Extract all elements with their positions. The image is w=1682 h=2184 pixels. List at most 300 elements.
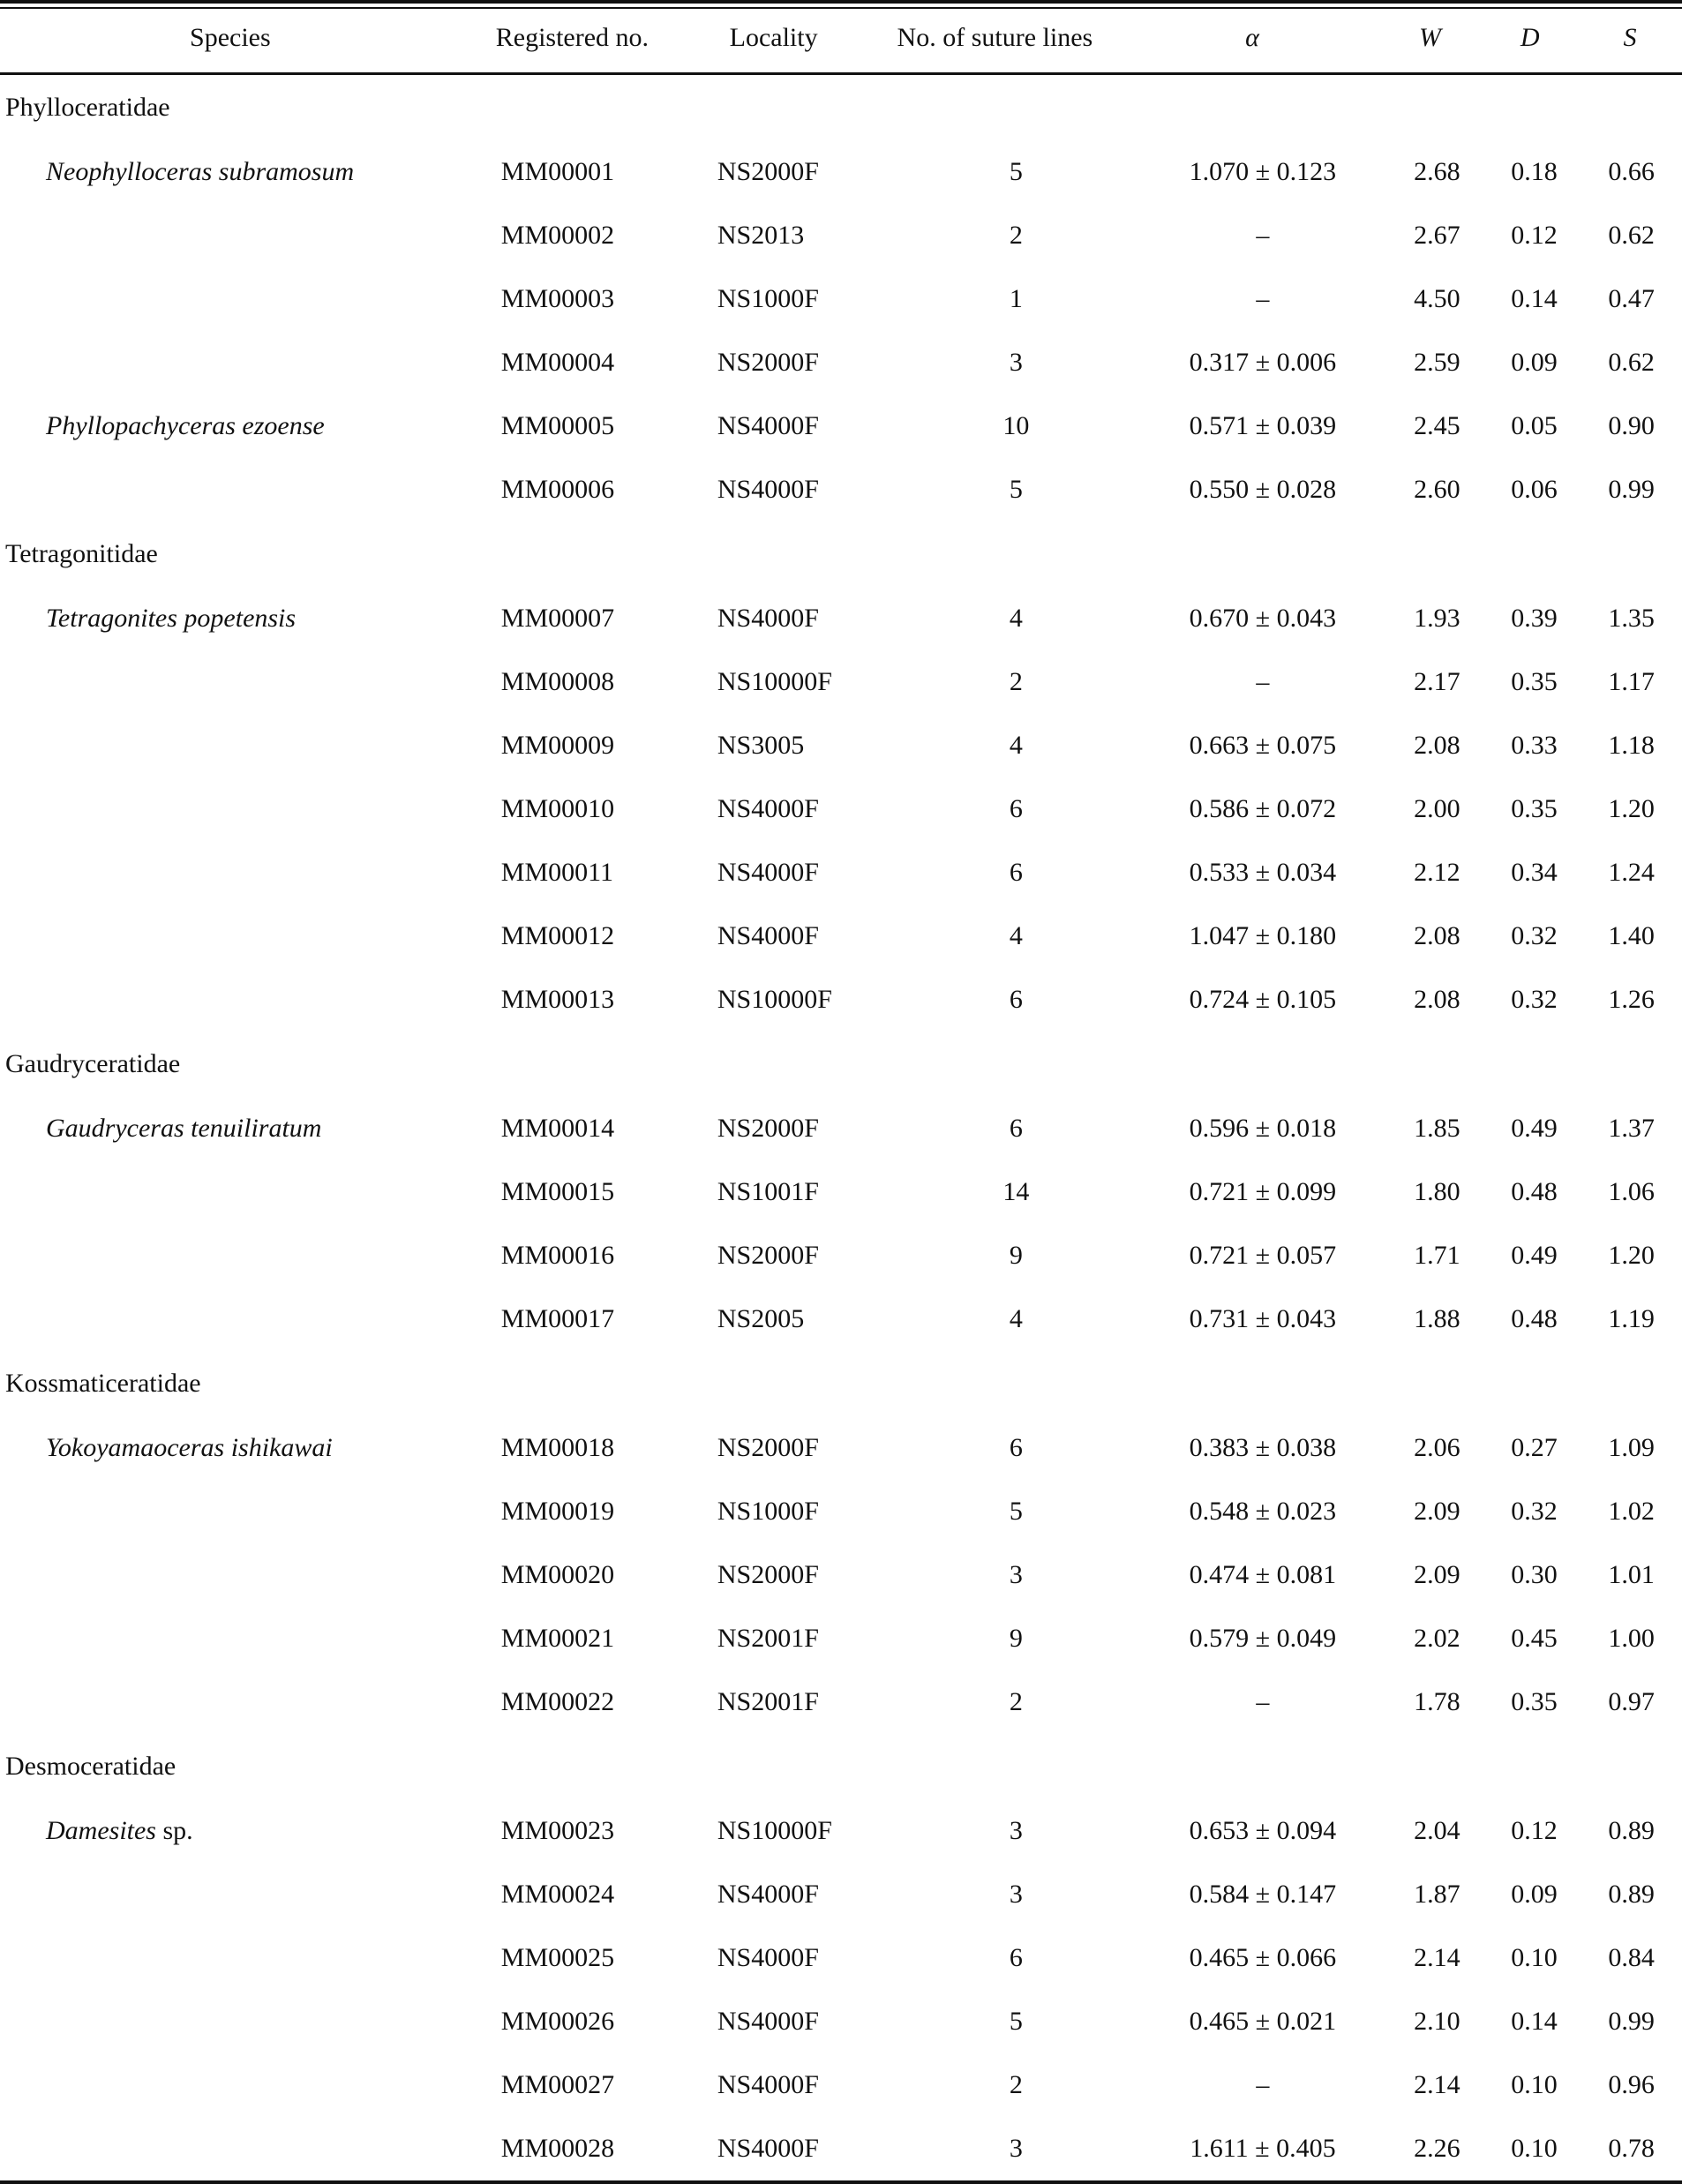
alpha-cell: 0.465 ± 0.021	[1189, 2007, 1337, 2036]
alpha-cell: 0.579 ± 0.049	[1189, 1624, 1337, 1653]
species-name	[0, 2053, 501, 2117]
d-cell: 0.49	[1511, 1114, 1558, 1143]
registered-no-cell: MM00012	[500, 921, 615, 950]
family-name: Gaudryceratidae	[5, 1049, 181, 1078]
registered-no-cell: MM00011	[500, 858, 614, 887]
table-body	[0, 75, 1682, 2180]
alpha-cell: 0.663 ± 0.075	[1189, 731, 1337, 760]
empty-cell	[893, 75, 1139, 140]
s-cell: 1.37	[1608, 1114, 1655, 1143]
locality-cell: NS4000F	[717, 794, 819, 823]
empty-cell	[1139, 522, 1386, 587]
w-cell: 2.08	[1414, 921, 1460, 950]
w-cell: 2.00	[1414, 794, 1460, 823]
table-row	[0, 1287, 1682, 1351]
table-row	[0, 1863, 1682, 1926]
d-cell: 0.09	[1511, 1880, 1558, 1909]
w-cell: 2.14	[1414, 1943, 1460, 1972]
locality-cell: NS2013	[717, 221, 805, 250]
species-name	[0, 968, 501, 1032]
species-name	[0, 1224, 501, 1287]
table-row	[0, 904, 1682, 968]
w-cell: 2.09	[1414, 1560, 1460, 1589]
empty-cell	[1139, 75, 1386, 140]
empty-cell	[1581, 522, 1682, 587]
s-cell: 0.90	[1608, 411, 1655, 440]
w-cell: 2.14	[1414, 2070, 1460, 2099]
registered-no-cell: MM00001	[500, 157, 615, 186]
empty-cell	[1581, 75, 1682, 140]
alpha-cell: 0.721 ± 0.099	[1189, 1177, 1337, 1206]
table-row	[0, 1670, 1682, 1734]
species-name	[0, 1480, 501, 1543]
table-row	[0, 331, 1682, 394]
species-name	[0, 777, 501, 841]
alpha-cell: 0.548 ± 0.023	[1189, 1497, 1337, 1526]
empty-cell	[1488, 75, 1581, 140]
suture-lines-cell: 4	[1009, 731, 1023, 760]
s-cell: 0.89	[1608, 1880, 1655, 1909]
species-binomial: Phyllopachyceras ezoense	[46, 411, 325, 440]
w-cell: 1.85	[1414, 1114, 1460, 1143]
species-name	[0, 331, 501, 394]
s-cell: 1.24	[1608, 858, 1655, 887]
suture-lines-cell: 2	[1009, 1687, 1023, 1716]
suture-lines-cell: 5	[1009, 157, 1023, 186]
species-name	[0, 458, 501, 522]
d-cell: 0.33	[1511, 731, 1558, 760]
table-row	[0, 1799, 1682, 1863]
table-row	[0, 777, 1682, 841]
suture-lines-cell: 9	[1009, 1624, 1023, 1653]
species-name	[0, 1799, 501, 1863]
table-header	[0, 9, 1682, 72]
species-name	[0, 650, 501, 714]
s-cell: 0.47	[1608, 284, 1655, 313]
family-name: Desmoceratidae	[5, 1752, 176, 1781]
locality-cell: NS4000F	[717, 411, 819, 440]
empty-cell	[1581, 1032, 1682, 1097]
empty-cell	[501, 75, 717, 140]
table-row	[0, 1160, 1682, 1224]
alpha-cell: 1.070 ± 0.123	[1189, 157, 1337, 186]
empty-cell	[1488, 1351, 1581, 1416]
registered-no-cell: MM00006	[500, 475, 615, 504]
locality-cell: NS2001F	[717, 1687, 819, 1716]
table-row	[0, 1416, 1682, 1480]
empty-cell	[501, 1734, 717, 1799]
family-group-row	[0, 1032, 1682, 1097]
registered-no-cell: MM00002	[500, 221, 615, 250]
d-cell: 0.45	[1511, 1624, 1558, 1653]
d-cell: 0.09	[1511, 348, 1558, 377]
suture-lines-cell: 4	[1009, 604, 1023, 633]
w-cell: 1.78	[1414, 1687, 1460, 1716]
table-row	[0, 1990, 1682, 2053]
registered-no-cell: MM00018	[500, 1433, 615, 1462]
d-cell: 0.27	[1511, 1433, 1558, 1462]
alpha-cell: –	[1256, 667, 1270, 696]
species-suffix: sp.	[155, 1816, 193, 1845]
locality-cell: NS4000F	[717, 921, 819, 950]
d-cell: 0.48	[1511, 1304, 1558, 1333]
table-row	[0, 1926, 1682, 1990]
locality-cell: NS2000F	[717, 1560, 819, 1589]
table-row	[0, 587, 1682, 650]
alpha-cell: 0.670 ± 0.043	[1189, 604, 1337, 633]
species-name	[0, 904, 501, 968]
locality-cell: NS4000F	[717, 1943, 819, 1972]
registered-no-cell: MM00004	[500, 348, 615, 377]
registered-no-cell: MM00025	[500, 1943, 615, 1972]
alpha-cell: 1.047 ± 0.180	[1189, 921, 1337, 950]
locality-cell: NS4000F	[717, 1880, 819, 1909]
alpha-cell: –	[1256, 2070, 1270, 2099]
locality-cell: NS4000F	[717, 475, 819, 504]
alpha-cell: 0.571 ± 0.039	[1189, 411, 1337, 440]
s-cell: 1.00	[1608, 1624, 1655, 1653]
w-cell: 2.59	[1414, 348, 1460, 377]
alpha-cell: 0.465 ± 0.066	[1189, 1943, 1337, 1972]
species-name	[0, 204, 501, 267]
d-cell: 0.32	[1511, 921, 1558, 950]
table-row	[0, 1097, 1682, 1160]
column-header-locality: Locality	[729, 23, 818, 52]
registered-no-cell: MM00009	[500, 731, 615, 760]
locality-cell: NS4000F	[717, 2007, 819, 2036]
suture-lines-cell: 3	[1009, 1816, 1023, 1845]
table-row	[0, 267, 1682, 331]
suture-lines-cell: 6	[1009, 1114, 1023, 1143]
alpha-cell: 0.721 ± 0.057	[1189, 1241, 1337, 1270]
species-name	[0, 1607, 501, 1670]
registered-no-cell: MM00022	[500, 1687, 615, 1716]
w-cell: 2.17	[1414, 667, 1460, 696]
alpha-cell: 0.724 ± 0.105	[1189, 985, 1337, 1014]
registered-no-cell: MM00007	[500, 604, 615, 633]
suture-lines-cell: 1	[1009, 284, 1023, 313]
w-cell: 2.12	[1414, 858, 1460, 887]
species-binomial: Damesites	[46, 1816, 156, 1845]
empty-cell	[501, 1351, 717, 1416]
w-cell: 2.04	[1414, 1816, 1460, 1845]
column-header-d: D	[1520, 23, 1540, 52]
family-group-row	[0, 522, 1682, 587]
suture-lines-cell: 6	[1009, 985, 1023, 1014]
species-name	[0, 1287, 501, 1351]
empty-cell	[1386, 522, 1488, 587]
empty-cell	[1386, 75, 1488, 140]
alpha-cell: 0.533 ± 0.034	[1189, 858, 1337, 887]
registered-no-cell: MM00005	[500, 411, 615, 440]
table-row	[0, 458, 1682, 522]
d-cell: 0.10	[1511, 2134, 1558, 2163]
alpha-cell: 0.596 ± 0.018	[1189, 1114, 1337, 1143]
table-row	[0, 2053, 1682, 2117]
registered-no-cell: MM00021	[500, 1624, 615, 1653]
w-cell: 2.26	[1414, 2134, 1460, 2163]
table-bottom-rule	[0, 2180, 1682, 2184]
column-header-s: S	[1623, 23, 1637, 52]
s-cell: 1.06	[1608, 1177, 1655, 1206]
alpha-cell: 0.586 ± 0.072	[1189, 794, 1337, 823]
s-cell: 0.62	[1608, 348, 1655, 377]
column-header-alpha: α	[1245, 23, 1259, 52]
family-group-row	[0, 1351, 1682, 1416]
suture-lines-cell: 6	[1009, 794, 1023, 823]
w-cell: 2.67	[1414, 221, 1460, 250]
registered-no-cell: MM00027	[500, 2070, 615, 2099]
s-cell: 0.62	[1608, 221, 1655, 250]
species-name	[0, 1160, 501, 1224]
w-cell: 2.06	[1414, 1433, 1460, 1462]
empty-cell	[1488, 522, 1581, 587]
table-row	[0, 204, 1682, 267]
table-row	[0, 140, 1682, 204]
d-cell: 0.10	[1511, 2070, 1558, 2099]
locality-cell: NS4000F	[717, 2070, 819, 2099]
table-row	[0, 714, 1682, 777]
species-binomial: Neophylloceras subramosum	[46, 157, 355, 186]
d-cell: 0.49	[1511, 1241, 1558, 1270]
s-cell: 0.99	[1608, 2007, 1655, 2036]
empty-cell	[501, 1032, 717, 1097]
species-name	[0, 841, 501, 904]
family-name: Kossmaticeratidae	[5, 1369, 201, 1398]
d-cell: 0.48	[1511, 1177, 1558, 1206]
species-name	[0, 714, 501, 777]
species-name	[0, 140, 501, 204]
species-name	[0, 2117, 501, 2180]
d-cell: 0.39	[1511, 604, 1558, 633]
locality-cell: NS10000F	[717, 667, 832, 696]
empty-cell	[893, 522, 1139, 587]
column-header-species: Species	[190, 23, 271, 52]
registered-no-cell: MM00003	[500, 284, 615, 313]
locality-cell: NS1001F	[717, 1177, 819, 1206]
w-cell: 2.02	[1414, 1624, 1460, 1653]
registered-no-cell: MM00026	[500, 2007, 615, 2036]
w-cell: 2.08	[1414, 731, 1460, 760]
table-row	[0, 2117, 1682, 2180]
locality-cell: NS4000F	[717, 604, 819, 633]
locality-cell: NS1000F	[717, 1497, 819, 1526]
empty-cell	[1139, 1351, 1386, 1416]
s-cell: 0.78	[1608, 2134, 1655, 2163]
d-cell: 0.32	[1511, 985, 1558, 1014]
alpha-cell: –	[1256, 1687, 1270, 1716]
suture-lines-cell: 2	[1009, 2070, 1023, 2099]
empty-cell	[501, 522, 717, 587]
suture-lines-cell: 6	[1009, 1433, 1023, 1462]
family-group-row	[0, 1734, 1682, 1799]
family-name: Phylloceratidae	[5, 93, 170, 122]
empty-cell	[1386, 1734, 1488, 1799]
suture-lines-cell: 3	[1009, 1560, 1023, 1589]
table-row	[0, 1607, 1682, 1670]
alpha-cell: –	[1256, 221, 1270, 250]
alpha-cell: 0.653 ± 0.094	[1189, 1816, 1337, 1845]
empty-cell	[893, 1734, 1139, 1799]
s-cell: 0.99	[1608, 475, 1655, 504]
locality-cell: NS2001F	[717, 1624, 819, 1653]
suture-lines-cell: 10	[1002, 411, 1030, 440]
locality-cell: NS2000F	[717, 157, 819, 186]
table-top-rule-outer	[0, 0, 1682, 4]
table-row	[0, 1543, 1682, 1607]
suture-lines-cell: 2	[1009, 667, 1023, 696]
d-cell: 0.34	[1511, 858, 1558, 887]
empty-cell	[1488, 1734, 1581, 1799]
suture-lines-cell: 3	[1009, 2134, 1023, 2163]
suture-lines-cell: 5	[1009, 1497, 1023, 1526]
empty-cell	[1139, 1734, 1386, 1799]
alpha-cell: 0.731 ± 0.043	[1189, 1304, 1337, 1333]
w-cell: 2.09	[1414, 1497, 1460, 1526]
registered-no-cell: MM00010	[500, 794, 615, 823]
d-cell: 0.30	[1511, 1560, 1558, 1589]
w-cell: 1.80	[1414, 1177, 1460, 1206]
d-cell: 0.35	[1511, 794, 1558, 823]
column-header-registered-no: Registered no.	[495, 23, 650, 52]
locality-cell: NS3005	[717, 731, 805, 760]
locality-cell: NS10000F	[717, 1816, 832, 1845]
locality-cell: NS2000F	[717, 348, 819, 377]
column-header-w: W	[1419, 23, 1442, 52]
w-cell: 1.88	[1414, 1304, 1460, 1333]
empty-cell	[717, 1351, 893, 1416]
suture-lines-cell: 6	[1009, 1943, 1023, 1972]
species-name	[0, 267, 501, 331]
family-group-row	[0, 75, 1682, 140]
s-cell: 1.20	[1608, 1241, 1655, 1270]
w-cell: 1.87	[1414, 1880, 1460, 1909]
table-row	[0, 650, 1682, 714]
locality-cell: NS2005	[717, 1304, 805, 1333]
registered-no-cell: MM00015	[500, 1177, 615, 1206]
s-cell: 1.18	[1608, 731, 1655, 760]
column-header-suture-lines: No. of suture lines	[897, 23, 1093, 52]
suture-lines-cell: 3	[1009, 1880, 1023, 1909]
suture-lines-cell: 5	[1009, 475, 1023, 504]
registered-no-cell: MM00028	[500, 2134, 615, 2163]
s-cell: 1.35	[1608, 604, 1655, 633]
s-cell: 1.17	[1608, 667, 1655, 696]
w-cell: 2.68	[1414, 157, 1460, 186]
suture-lines-cell: 5	[1009, 2007, 1023, 2036]
d-cell: 0.14	[1511, 2007, 1558, 2036]
locality-cell: NS2000F	[717, 1433, 819, 1462]
locality-cell: NS1000F	[717, 284, 819, 313]
d-cell: 0.32	[1511, 1497, 1558, 1526]
s-cell: 1.09	[1608, 1433, 1655, 1462]
w-cell: 2.10	[1414, 2007, 1460, 2036]
w-cell: 2.45	[1414, 411, 1460, 440]
family-name: Tetragonitidae	[5, 539, 158, 568]
species-name	[0, 1416, 501, 1480]
w-cell: 2.60	[1414, 475, 1460, 504]
table-row	[0, 968, 1682, 1032]
s-cell: 1.19	[1608, 1304, 1655, 1333]
species-name	[0, 1670, 501, 1734]
locality-cell: NS4000F	[717, 2134, 819, 2163]
s-cell: 1.40	[1608, 921, 1655, 950]
registered-no-cell: MM00017	[500, 1304, 615, 1333]
registered-no-cell: MM00008	[500, 667, 615, 696]
suture-lines-cell: 4	[1009, 921, 1023, 950]
specimen-measurements-table	[0, 9, 1682, 72]
empty-cell	[717, 522, 893, 587]
species-name	[0, 587, 501, 650]
empty-cell	[1386, 1032, 1488, 1097]
table-row	[0, 394, 1682, 458]
alpha-cell: 0.584 ± 0.147	[1189, 1880, 1337, 1909]
s-cell: 0.84	[1608, 1943, 1655, 1972]
locality-cell: NS2000F	[717, 1114, 819, 1143]
table-row	[0, 1224, 1682, 1287]
species-binomial: Yokoyamaoceras ishikawai	[46, 1433, 333, 1462]
d-cell: 0.18	[1511, 157, 1558, 186]
w-cell: 2.08	[1414, 985, 1460, 1014]
species-name	[0, 1990, 501, 2053]
empty-cell	[717, 1032, 893, 1097]
s-cell: 1.01	[1608, 1560, 1655, 1589]
d-cell: 0.05	[1511, 411, 1558, 440]
alpha-cell: 1.611 ± 0.405	[1190, 2134, 1336, 2163]
s-cell: 0.66	[1608, 157, 1655, 186]
registered-no-cell: MM00020	[500, 1560, 615, 1589]
suture-lines-cell: 6	[1009, 858, 1023, 887]
species-binomial: Gaudryceras tenuiliratum	[46, 1114, 322, 1143]
s-cell: 0.97	[1608, 1687, 1655, 1716]
s-cell: 1.20	[1608, 794, 1655, 823]
specimen-measurements-body	[0, 75, 1682, 2180]
d-cell: 0.12	[1511, 221, 1558, 250]
registered-no-cell: MM00016	[500, 1241, 615, 1270]
alpha-cell: 0.474 ± 0.081	[1189, 1560, 1337, 1589]
alpha-cell: 0.383 ± 0.038	[1189, 1433, 1337, 1462]
suture-lines-cell: 2	[1009, 221, 1023, 250]
suture-lines-cell: 9	[1009, 1241, 1023, 1270]
empty-cell	[717, 75, 893, 140]
empty-cell	[717, 1734, 893, 1799]
suture-lines-cell: 14	[1002, 1177, 1030, 1206]
d-cell: 0.14	[1511, 284, 1558, 313]
alpha-cell: 0.550 ± 0.028	[1189, 475, 1337, 504]
s-cell: 1.26	[1608, 985, 1655, 1014]
species-name	[0, 1863, 501, 1926]
s-cell: 1.02	[1608, 1497, 1655, 1526]
d-cell: 0.10	[1511, 1943, 1558, 1972]
alpha-cell: 0.317 ± 0.006	[1189, 348, 1337, 377]
species-name	[0, 1097, 501, 1160]
empty-cell	[1386, 1351, 1488, 1416]
suture-lines-cell: 3	[1009, 348, 1023, 377]
species-name	[0, 1543, 501, 1607]
locality-cell: NS2000F	[717, 1241, 819, 1270]
registered-no-cell: MM00014	[500, 1114, 615, 1143]
empty-cell	[1488, 1032, 1581, 1097]
species-name	[0, 1926, 501, 1990]
suture-lines-cell: 4	[1009, 1304, 1023, 1333]
empty-cell	[893, 1351, 1139, 1416]
w-cell: 1.93	[1414, 604, 1460, 633]
empty-cell	[1139, 1032, 1386, 1097]
d-cell: 0.35	[1511, 1687, 1558, 1716]
s-cell: 0.96	[1608, 2070, 1655, 2099]
registered-no-cell: MM00019	[500, 1497, 615, 1526]
table-row	[0, 841, 1682, 904]
